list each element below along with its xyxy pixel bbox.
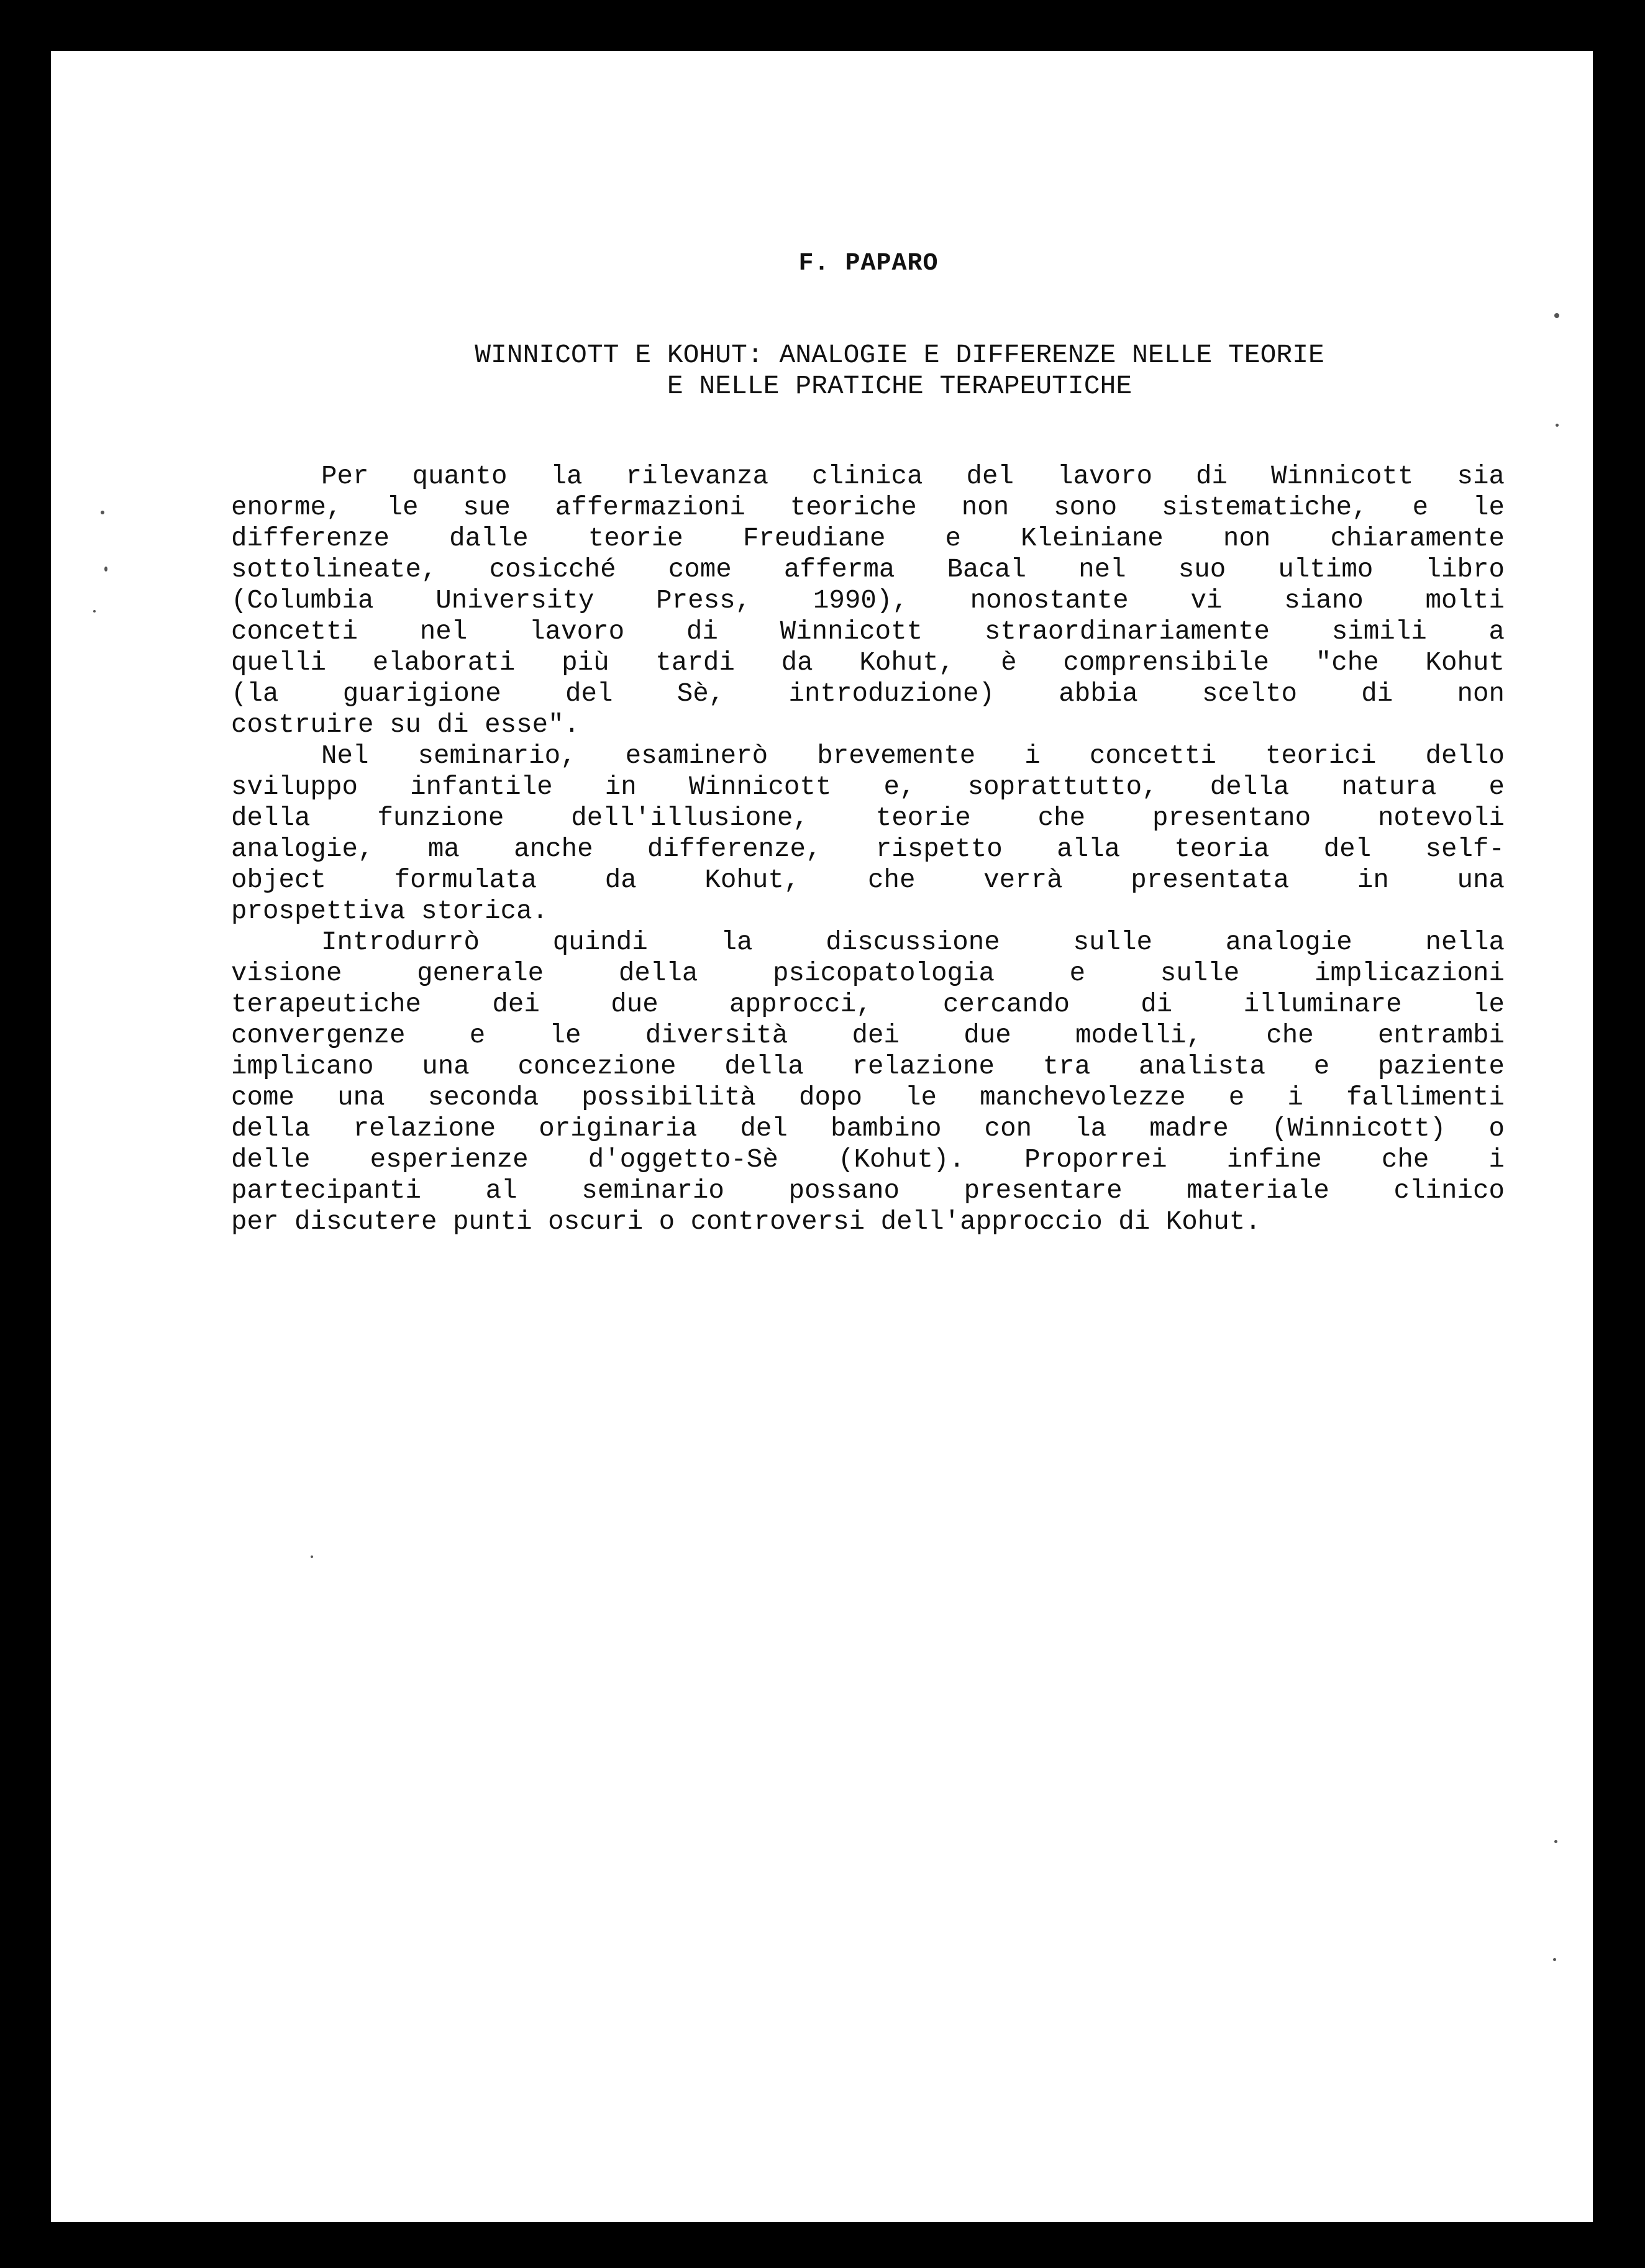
- text-line: della relazione originaria del bambino con la madre (Winnicott) o: [231, 1114, 1505, 1144]
- text-line: sviluppo infantile in Winnicott e, soprattutto, della natura e: [231, 772, 1505, 802]
- scan-speck: [1554, 313, 1559, 318]
- scan-speck: [1556, 424, 1559, 427]
- text-line: convergenze e le diversità dei due modelli, che entrambi: [231, 1021, 1505, 1050]
- text-line: sottolineate, cosicché come afferma Bacal nel suo ultimo libro: [231, 555, 1505, 585]
- scan-speck: [311, 1555, 313, 1558]
- paragraph: [231, 461, 1505, 740]
- scan-speck: [1553, 1958, 1556, 1961]
- text-line: delle esperienze d'oggetto-Sè (Kohut). Proporrei infine che i: [231, 1145, 1505, 1175]
- text-line: terapeutiche dei due approcci, cercando di illuminare le: [231, 990, 1505, 1019]
- text-line: Nel seminario, esaminerò brevemente i concetti teorici dello: [321, 741, 1505, 771]
- text-line: della funzione dell'illusione, teorie che presentano notevoli: [231, 803, 1505, 833]
- text-line: object formulata da Kohut, che verrà presentata in una: [231, 865, 1505, 895]
- scan-speck: [101, 511, 104, 514]
- text-line: Per quanto la rilevanza clinica del lavoro di Winnicott sia: [321, 462, 1505, 491]
- title-line: E NELLE PRATICHE TERAPEUTICHE: [667, 371, 1132, 401]
- text-line: differenze dalle teorie Freudiane e Kleiniane non chiaramente: [231, 524, 1505, 553]
- text-line: partecipanti al seminario possano presentare materiale clinico: [231, 1176, 1505, 1206]
- scan-speck: [93, 610, 96, 613]
- text-line: prospettiva storica.: [231, 896, 549, 926]
- text-line: (la guarigione del Sè, introduzione) abbia scelto di non: [231, 679, 1505, 709]
- document-page: [51, 51, 1593, 2222]
- text-line: analogie, ma anche differenze, rispetto alla teoria del self-: [231, 834, 1505, 864]
- text-line: come una seconda possibilità dopo le manchevolezze e i fallimenti: [231, 1083, 1505, 1113]
- scan-speck: [1554, 1840, 1557, 1843]
- author-name: F. PAPARO: [798, 250, 939, 278]
- text-line: Introdurrò quindi la discussione sulle analogie nella: [321, 927, 1505, 957]
- title-line: WINNICOTT E KOHUT: ANALOGIE E DIFFERENZE NELLE TEORIE: [475, 340, 1324, 370]
- text-line: visione generale della psicopatologia e sulle implicazioni: [231, 959, 1505, 988]
- text-line: (Columbia University Press, 1990), nonostante vi siano molti: [231, 586, 1505, 616]
- paragraph: [231, 927, 1505, 1237]
- text-line: enorme, le sue affermazioni teoriche non sono sistematiche, e le: [231, 493, 1505, 522]
- paragraph: [231, 740, 1505, 927]
- text-line: concetti nel lavoro di Winnicott straordinariamente simili a: [231, 617, 1505, 647]
- scan-speck: [104, 567, 107, 572]
- text-line: quelli elaborati più tardi da Kohut, è comprensibile "che Kohut: [231, 648, 1505, 678]
- body-text: [231, 461, 1505, 1237]
- text-line: costruire su di esse".: [231, 710, 580, 740]
- text-line: per discutere punti oscuri o controversi dell'approccio di Kohut.: [231, 1207, 1261, 1237]
- text-line: implicano una concezione della relazione tra analista e paziente: [231, 1052, 1505, 1082]
- document-title: [51, 340, 1593, 402]
